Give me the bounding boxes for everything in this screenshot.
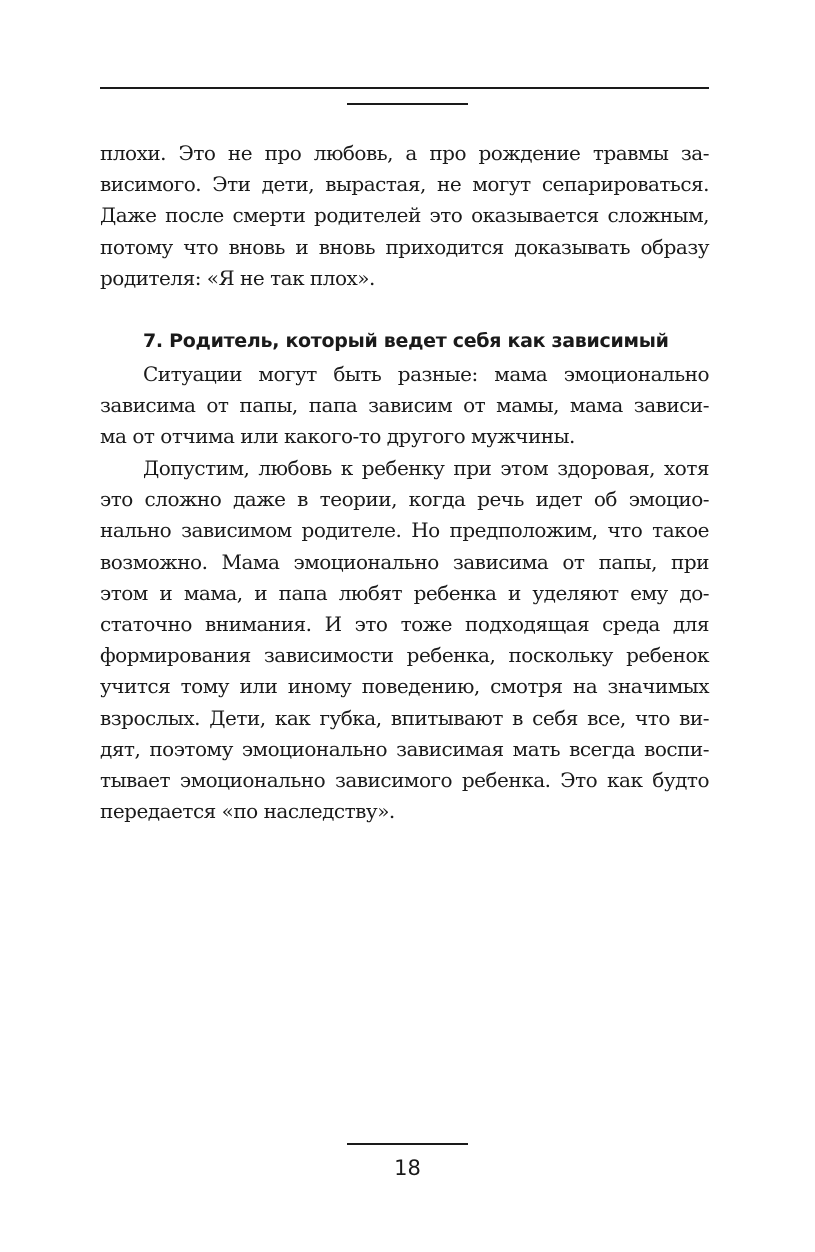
text-line: потому что вновь и вновь приходится доказывать образу (100, 234, 709, 259)
text-line: Даже после смерти родителей это оказывается сложным, (100, 203, 709, 228)
text-line: учится тому или иному поведению, смотря на значимых (100, 674, 709, 699)
text-line: возможно. Мама эмоционально зависима от папы, при (100, 549, 709, 574)
text-line: формирования зависимости ребенка, поскольку ребенок (100, 643, 709, 668)
text-line: Допустим, любовь к ребенку при этом здоровая, хотя (143, 456, 709, 480)
paragraph-continuation (100, 138, 709, 294)
top-short-rule (347, 103, 468, 105)
page-number: 18 (394, 1156, 421, 1180)
text-line: тывает эмоционально зависимого ребенка. Это как будто (100, 768, 709, 793)
text-line: плохи. Это не про любовь, а про рождение травмы за- (100, 141, 709, 165)
text-line: взрослых. Дети, как губка, впитывают в себя все, что ви- (100, 705, 709, 730)
section-heading: 7. Родитель, который ведет себя как зависимый (143, 330, 669, 352)
text-line: нально зависимом родителе. Но предположим, что такое (100, 518, 709, 543)
text-line: это сложно даже в теории, когда речь идет об эмоцио- (100, 487, 709, 512)
text-line: зависима от папы, папа зависим от мамы, мама зависи- (100, 393, 709, 418)
paragraph-situations (100, 359, 709, 453)
text-line: дят, поэтому эмоционально зависимая мать всегда воспи- (100, 736, 709, 761)
text-line: статочно внимания. И это тоже подходящая среда для (100, 612, 709, 637)
text-line: передается «по наследству». (100, 799, 395, 824)
paragraph-example (100, 453, 709, 827)
top-rule (100, 87, 709, 89)
text-line: висимого. Эти дети, вырастая, не могут сепарироваться. (100, 172, 709, 197)
text-line: родителя: «Я не так плох». (100, 265, 375, 290)
text-line: этом и мама, и папа любят ребенка и уделяют ему до- (100, 580, 709, 605)
text-line: Ситуации могут быть разные: мама эмоционально (143, 362, 709, 386)
bottom-short-rule (347, 1143, 468, 1145)
text-line: ма от отчима или какого-то другого мужчины. (100, 424, 575, 449)
